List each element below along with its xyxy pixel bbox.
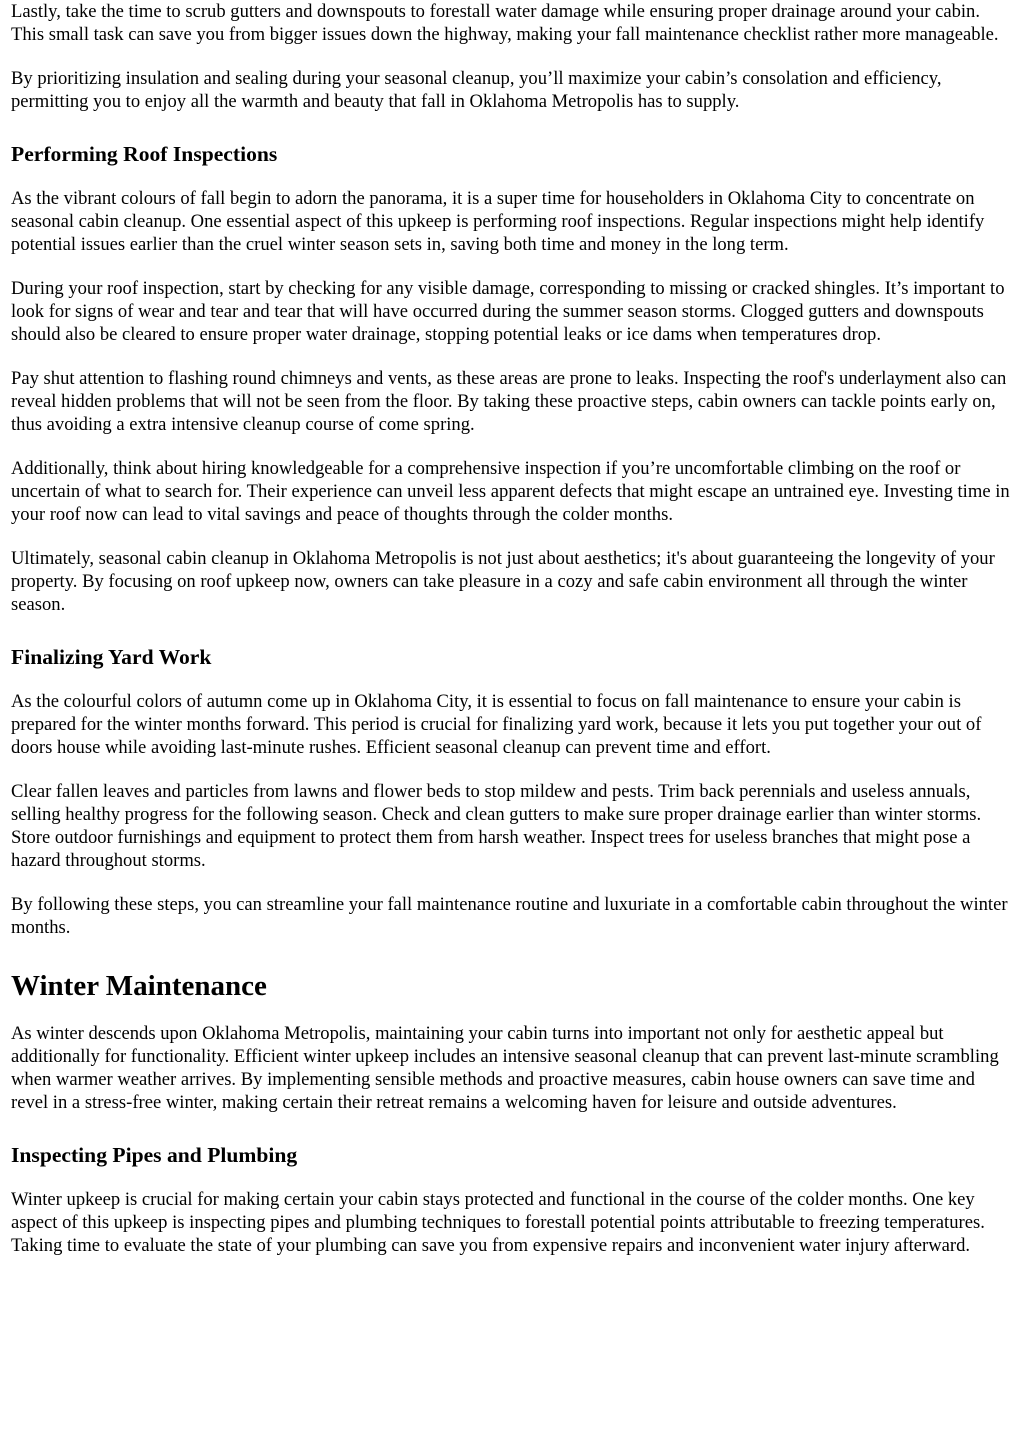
paragraph-pipes-intro: Winter upkeep is crucial for making certain your cabin stays protected and functional in the course of the colder months. One key aspect of this upkeep is inspecting pipes and plumbing techniques to forestall potential points attributable to freezing temperatures. Taking time to evaluate the state of your plumbing can save you from expensive repairs and inconvenient water injury afterward.	[11, 1189, 985, 1256]
paragraph-gutters: Lastly, take the time to scrub gutters and downspouts to forestall water damage while ensuring proper drainage around your cabin. This small task can save you from bigger issues down the highway, making your fall maintenance checklist rather more manageable.	[11, 1, 999, 45]
heading-yard-work: Finalizing Yard Work	[11, 645, 212, 669]
paragraph-yard-conclusion: By following these steps, you can streamline your fall maintenance routine and luxuriate in a comfortable cabin throughout the winter months.	[11, 894, 1008, 938]
paragraph-roof-intro: As the vibrant colours of fall begin to adorn the panorama, it is a super time for householders in Oklahoma City to concentrate on seasonal cabin cleanup. One essential aspect of this upkeep is performing roof inspections. Regular inspections might help identify potential issues earlier than the cruel winter season sets in, saving both time and money in the long term.	[11, 188, 985, 255]
paragraph-roof-professional: Additionally, think about hiring knowledgeable for a comprehensive inspection if you’re uncomfortable climbing on the roof or uncertain of what to search for. Their experience can unveil less apparent defects that might escape an untrained eye. Investing time in your roof now can lead to vital savings and peace of thoughts through the colder months.	[11, 458, 1010, 525]
paragraph-yard-tasks: Clear fallen leaves and particles from lawns and flower beds to stop mildew and pests. Trim back perennials and useless annuals, selling healthy progress for the following season. Check and clean gutters to make sure proper drainage earlier than winter storms. Store outdoor furnishings and equipment to protect them from harsh weather. Inspect trees for useless branches that might pose a hazard throughout storms.	[11, 781, 982, 871]
heading-pipes-plumbing: Inspecting Pipes and Plumbing	[11, 1143, 298, 1167]
paragraph-insulation: By prioritizing insulation and sealing during your seasonal cleanup, you’ll maximize your cabin’s consolation and efficiency, permitting you to enjoy all the warmth and beauty that fall in Oklahoma Metropolis has to supply.	[11, 68, 942, 112]
paragraph-roof-flashing: Pay shut attention to flashing round chimneys and vents, as these areas are prone to leaks. Inspecting the roof's underlayment also can reveal hidden problems that will not be seen from the floor. By taking these proactive steps, cabin owners can tackle points early on, thus avoiding a extra intensive cleanup course of come spring.	[11, 368, 1007, 435]
heading-winter-maintenance: Winter Maintenance	[11, 970, 267, 1002]
paragraph-roof-conclusion: Ultimately, seasonal cabin cleanup in Oklahoma Metropolis is not just about aesthetics; it's about guaranteeing the longevity of your property. By focusing on roof upkeep now, owners can take pleasure in a cozy and safe cabin environment all through the winter season.	[11, 548, 995, 615]
paragraph-roof-damage: During your roof inspection, start by checking for any visible damage, corresponding to missing or cracked shingles. It’s important to look for signs of wear and tear and tear that will have occurred during the summer season storms. Clogged gutters and downspouts should also be cleared to ensure proper water drainage, stopping potential leaks or ice dams when temperatures drop.	[11, 278, 1005, 345]
paragraph-winter-intro: As winter descends upon Oklahoma Metropolis, maintaining your cabin turns into important not only for aesthetic appeal but additionally for functionality. Efficient winter upkeep includes an intensive seasonal cleanup that can prevent last-minute scrambling when warmer weather arrives. By implementing sensible methods and proactive measures, cabin house owners can save time and revel in a stress-free winter, making certain their retreat remains a welcoming haven for leisure and outside adventures.	[11, 1023, 999, 1113]
heading-roof-inspections: Performing Roof Inspections	[11, 142, 278, 166]
paragraph-yard-intro: As the colourful colors of autumn come up in Oklahoma City, it is essential to focus on fall maintenance to ensure your cabin is prepared for the winter months forward. This period is crucial for finalizing yard work, because it lets you put together your out of doors house while avoiding last-minute rushes. Efficient seasonal cleanup can prevent time and effort.	[11, 691, 982, 758]
